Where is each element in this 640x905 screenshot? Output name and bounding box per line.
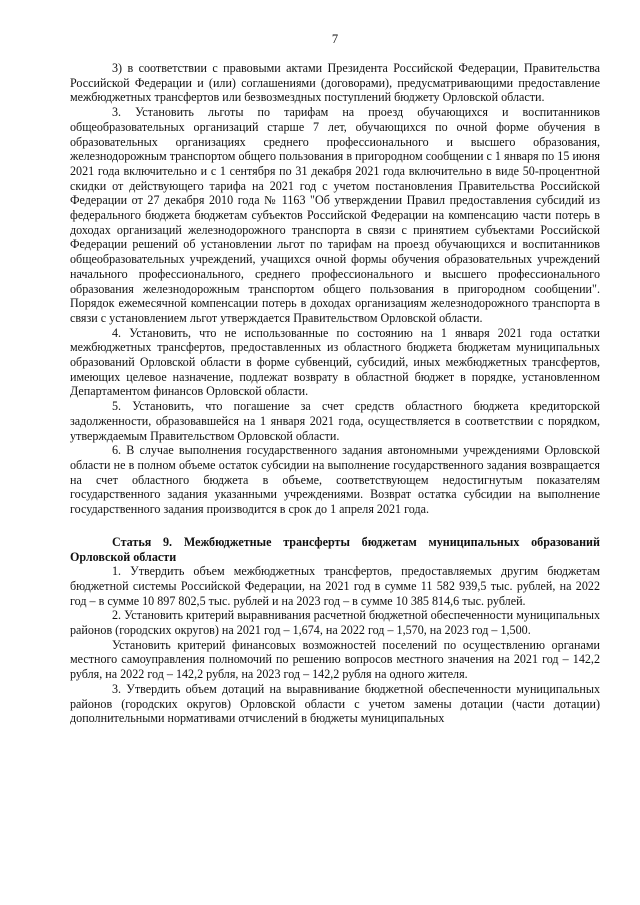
article-9-paragraph-2-continued: Установить критерий финансовых возможностей поселений по осуществлению органами местного самоуправления полномочий по решению вопросов местного значения на 2021 год – 142,2 рубля, на 2022 год – 142,2 рубля, на 2023 год – 142,2 рубля на одного жителя. (70, 637, 600, 682)
article-9-paragraph-3: 3. Утвердить объем дотаций на выравнивание бюджетной обеспеченности муниципальных районов (городских округов) Орловской области с учетом замены дотации (части дотации) дополнительными нормативами отчислений в бюджеты муниципальных (70, 681, 600, 726)
article-9-paragraph-1: 1. Утвердить объем межбюджетных трансфертов, предоставляемых другим бюджетам бюджетной системы Российской Федерации, на 2021 год в сумме 11 582 939,5 тыс. рублей, на 2022 год – в сумме 10 897 802,5 тыс. рублей и на 2023 год – в сумме 10 385 814,6 тыс. рублей. (70, 564, 600, 608)
page-number: 7 (331, 32, 339, 46)
paragraph-budget-sources-item-3: 3) в соответствии с правовыми актами Президента Российской Федерации, Правительства Российской Федерации и (или) соглашениями (договорами), предусматривающими предоставление межбюджетных трансфертов или безвозмездных поступлений бюджету Орловской области. (70, 61, 600, 105)
paragraph-creditor-debt: 5. Установить, что погашение за счет средств областного бюджета кредиторской задолженности, образовавшейся на 1 января 2021 года, осуществляется в соответствии с порядком, утверждаемым Правительством Орловской области. (70, 399, 600, 443)
article-9-heading: Статья 9. Межбюджетные трансферты бюджетам муниципальных образований Орловской области (70, 534, 600, 564)
paragraph-fare-benefits: 3. Установить льготы по тарифам на проезд обучающихся и воспитанников общеобразовательных организаций старше 7 лет, обучающихся по очной форме обучения в образовательных организациях среднего профессионального и высшего образования, железнодорожным транспортом общего пользования в пригородном сообщении с 1 января по 15 июня 2021 года включительно и с 1 сентября по 31 декабря 2021 года включительно в виде 50-процентной скидки от действующего тарифа на 2021 год с учетом постановления Правительства Российской Федерации от 27 декабря 2010 года № 1163 "Об утверждении Правил предоставления субсидий из федерального бюджета бюджетам субъектов Российской Федерации на компенсацию части потерь в доходах организаций железнодорожного транспорта в связи с принятием субъектами Российской Федерации решений об установлении льгот по тарифам на проезд обучающихся и воспитанников общеобразовательных учреждений, учащихся очной формы обучения образовательных учреждений начального профессионального, среднего профессионального и высшего профессионального образования железнодорожным транспортом общего пользования в пригородном сообщении". Порядок ежемесячной компенсации потерь в доходах организациям железнодорожного транспорта в связи с установлением льгот утверждается Правительством Орловской области. (70, 105, 600, 325)
paragraph-unused-transfers-return: 4. Установить, что не использованные по состоянию на 1 января 2021 года остатки межбюджетных трансфертов, предоставленных из областного бюджета бюджетам муниципальных образований Орловской области в форме субвенций, субсидий, иных межбюджетных трансфертов, имеющих целевое назначение, подлежат возврату в областной бюджет в порядке, установленном Департаментом финансов Орловской области. (70, 325, 600, 399)
paragraph-autonomous-institutions-subsidy: 6. В случае выполнения государственного задания автономными учреждениями Орловской области не в полном объеме остаток субсидии на выполнение государственного задания возвращается на счет областного бюджета в объеме, соответствующем недостигнутым показателям государственного задания указанными учреждениями. Возврат остатка субсидии на выполнение государственного задания производится в срок до 1 апреля 2021 года. (70, 443, 600, 517)
document-body (70, 61, 600, 726)
article-9-paragraph-2: 2. Установить критерий выравнивания расчетной бюджетной обеспеченности муниципальных районов (городских округов) на 2021 год – 1,674, на 2022 год – 1,570, на 2023 год – 1,500. (70, 608, 600, 638)
